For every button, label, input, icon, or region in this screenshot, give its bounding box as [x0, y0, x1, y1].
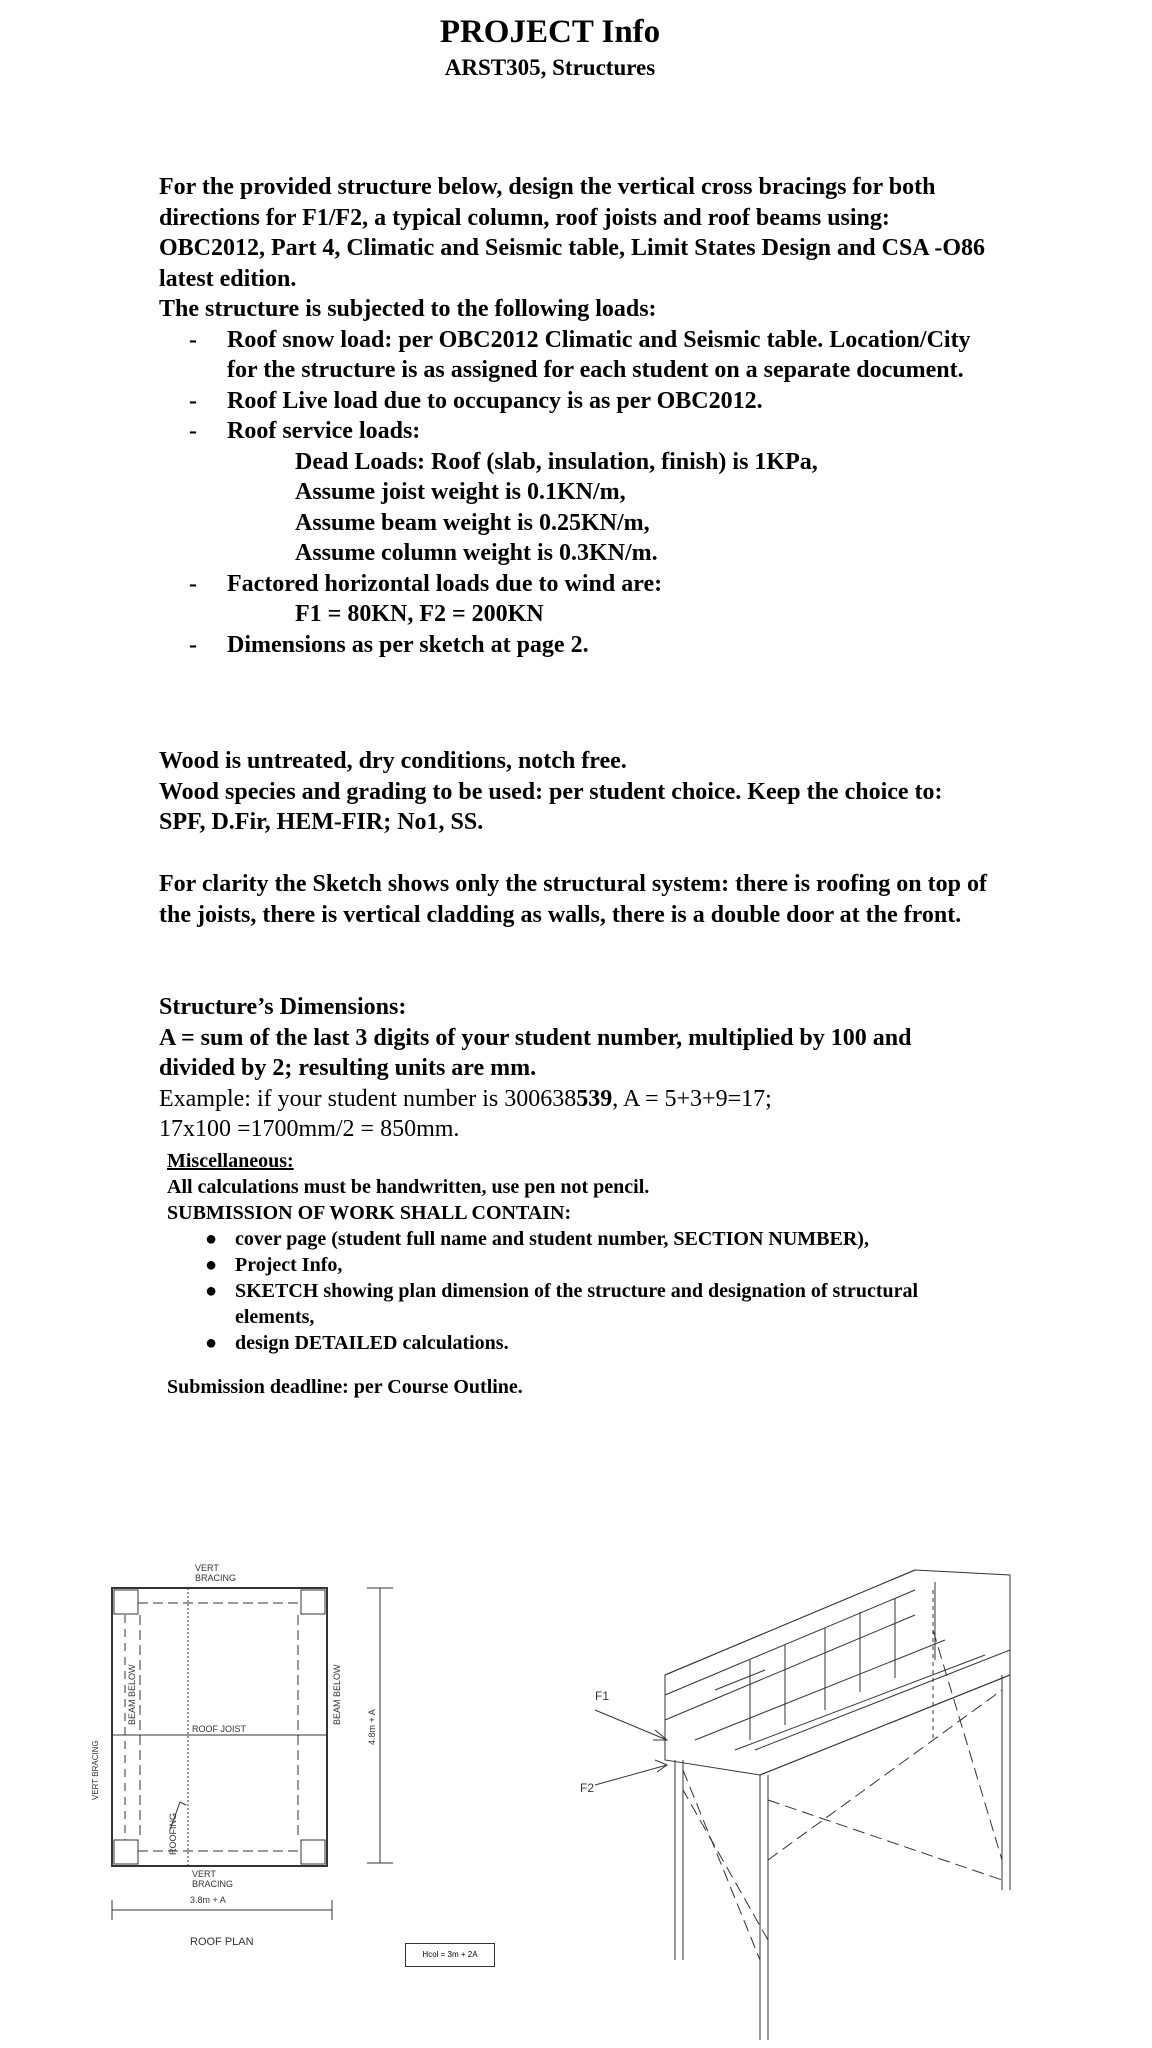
dash-bullet: -: [189, 631, 197, 658]
dimensions-rule: A = sum of the last 3 digits of your student number, multiplied by 100 and divided by 2; resulting units are mm.: [159, 1024, 912, 1081]
example-prefix: Example: if your student number is 300638: [159, 1085, 577, 1112]
list-item: [167, 1330, 997, 1356]
roofing-label: ROOFING: [168, 1813, 178, 1855]
bullet-dot: ●: [205, 1280, 218, 1302]
bullet-dot: ●: [205, 1332, 218, 1354]
f2-arrow: [595, 1765, 667, 1785]
f1-label: F1: [595, 1689, 610, 1703]
length-dimension-label: 4.8m + A: [367, 1709, 377, 1745]
wind-load-text: Factored horizontal loads due to wind are:: [227, 570, 663, 597]
snow-load-text: Roof snow load: per OBC2012 Climatic and Seismic table. Location/City for the structure is as assigned for each student on a separate document.: [227, 326, 971, 383]
service-load-line: Assume column weight is 0.3KN/m.: [295, 540, 658, 566]
misc-section: [167, 1148, 997, 1400]
clarity-section: [159, 869, 989, 930]
corner-column: [301, 1840, 325, 1864]
live-load-text: Roof Live load due to occupancy is as per OBC2012.: [227, 387, 763, 414]
wood-condition: Wood is untreated, dry conditions, notch free.: [159, 748, 627, 774]
roof-plan-label: ROOF PLAN: [190, 1936, 254, 1948]
service-load-line: Dead Loads: Roof (slab, insulation, finish) is 1KPa,: [295, 448, 818, 475]
dash-bullet: -: [189, 387, 197, 414]
service-load-line: Assume beam weight is 0.25KN/m,: [295, 509, 650, 536]
dimensions-example-line2: 17x100 =1700mm/2 = 850mm.: [159, 1116, 460, 1142]
dimensions-heading: Structure’s Dimensions:: [159, 994, 407, 1020]
beam-below-right-label: BEAM BELOW: [332, 1664, 342, 1725]
bracing: [683, 1790, 768, 1940]
clarity-text: For clarity the Sketch shows only the structural system: there is roofing on top of the joists, there is vertical cladding as walls, there is a double door at the front.: [159, 871, 987, 928]
loads-list: [159, 325, 989, 661]
isometric-structure-sketch: [555, 1560, 1135, 2040]
beam-below-left-label: BEAM BELOW: [127, 1664, 137, 1725]
vert-bracing-left-label: VERT BRACING: [91, 1740, 100, 1800]
list-item: [159, 325, 989, 386]
code-references: OBC2012, Part 4, Climatic and Seismic table, Limit States Design and CSA -O86 latest edition.: [159, 235, 985, 292]
intro-paragraph: For the provided structure below, design the vertical cross bracings for both directions for F1/F2, a typical column, roof joists and roof beams using:: [159, 174, 936, 231]
bracing: [768, 1690, 1002, 1860]
service-loads-text: Roof service loads:: [227, 418, 421, 444]
list-item: [159, 569, 989, 600]
roof-edge: [665, 1590, 915, 1695]
joist: [715, 1670, 765, 1690]
f2-label: F2: [580, 1781, 595, 1795]
bullet-text: design DETAILED calculations.: [235, 1332, 509, 1354]
list-item: [159, 386, 989, 417]
dimensions-example: [159, 1084, 989, 1115]
bracing: [768, 1800, 1002, 1880]
dimensions-section: [159, 992, 989, 1145]
service-load-line: Assume joist weight is 0.1KN/m,: [295, 479, 626, 505]
vert-bracing-top-label-2: BRACING: [195, 1573, 237, 1583]
wood-section: [159, 746, 989, 838]
list-item: [159, 416, 989, 447]
misc-heading: Miscellaneous:: [167, 1150, 294, 1172]
corner-column: [301, 1590, 325, 1614]
submission-deadline: Submission deadline: per Course Outline.: [167, 1376, 523, 1398]
f2-arrowhead: [655, 1760, 667, 1772]
page-subtitle: ARST305, Structures: [444, 55, 656, 80]
intro-section: [159, 172, 989, 660]
roof-joist-label: ROOF JOIST: [192, 1724, 246, 1734]
column-height-box: Hcol = 3m + 2A: [405, 1943, 495, 1967]
bracing: [933, 1630, 1002, 1860]
dimensions-note: Dimensions as per sketch at page 2.: [227, 631, 589, 658]
corner-column: [114, 1590, 138, 1614]
corner-column: [114, 1840, 138, 1864]
bullet-dot: ●: [205, 1228, 218, 1250]
wood-species: Wood species and grading to be used: per student choice. Keep the choice to: SPF, D.Fir, HEM-FIR; No1, SS.: [159, 778, 943, 835]
bracing: [683, 1770, 760, 1960]
page-title: PROJECT Info: [439, 14, 661, 50]
example-suffix: , A = 5+3+9=17;: [612, 1085, 772, 1112]
list-item: [159, 630, 989, 661]
bullet-text: Project Info,: [235, 1254, 343, 1276]
bullet-text: cover page (student full name and student number, SECTION NUMBER),: [235, 1228, 869, 1250]
misc-handwritten: All calculations must be handwritten, use pen not pencil.: [167, 1176, 650, 1198]
width-dimension-label: 3.8m + A: [190, 1895, 226, 1905]
list-item: [167, 1252, 997, 1278]
vert-bracing-bottom-label-2: BRACING: [192, 1879, 234, 1889]
list-item: [167, 1278, 997, 1330]
loads-intro: The structure is subjected to the following loads:: [159, 296, 657, 322]
dash-bullet: -: [189, 418, 197, 444]
example-digits: 539: [576, 1085, 613, 1112]
list-item: [167, 1226, 997, 1252]
wind-values: F1 = 80KN, F2 = 200KN: [295, 601, 544, 627]
bullet-text: SKETCH showing plan dimension of the structure and designation of structural elements,: [235, 1280, 919, 1328]
dash-bullet: -: [189, 570, 197, 597]
dash-bullet: -: [189, 326, 197, 353]
roof-plan-sketch: [80, 1545, 420, 1965]
roof-edge: [665, 1570, 915, 1675]
bullet-dot: ●: [205, 1254, 218, 1276]
vert-bracing-bottom-label: VERT: [192, 1869, 216, 1879]
misc-submission: SUBMISSION OF WORK SHALL CONTAIN:: [167, 1202, 572, 1224]
f1-arrow: [595, 1710, 667, 1740]
vert-bracing-top-label: VERT: [195, 1563, 219, 1573]
